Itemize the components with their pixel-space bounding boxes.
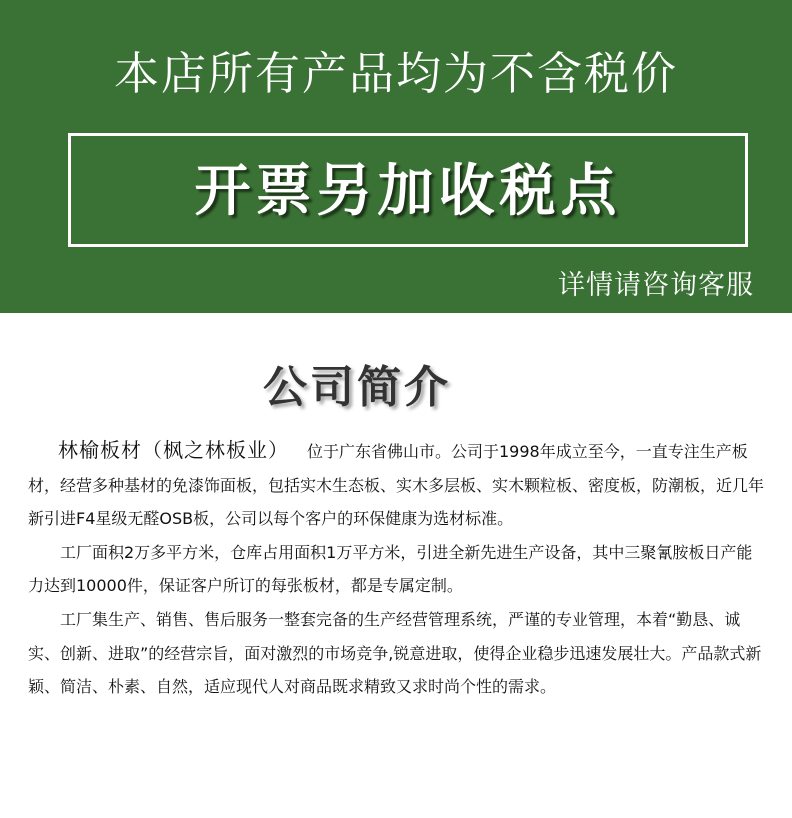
intro-paragraph-3: 工厂集生产、销售、售后服务一整套完备的生产经营管理系统，严谨的专业管理，本着“勤恳、诚实、创新、进取”的经营宗旨，面对激烈的市场竞争,锐意进取，使得企业稳步迅速发展壮大。产品款式新颖、简洁、朴素、自然，适应现代人对商品既求精致又求时尚个性的需求。	[28, 609, 762, 697]
invoice-notice: 开票另加收税点	[194, 159, 622, 224]
company-name: 林榆板材（枫之林板业）	[58, 438, 289, 462]
pricing-banner	[0, 0, 792, 313]
intro-paragraph-1-text: 位于广东省佛山市。公司于1998年成立至今，一直专注生产板材，经营多种基材的免漆饰面板，包括实木生态板、实木多层板、实木颗粒板、密度板，防潮板，近几年新引进F4星级无醛OSB板，公司以每个客户的环保健康为选材标准。	[28, 442, 765, 529]
tax-notice: 本店所有产品均为不含税价	[113, 47, 678, 100]
contact-notice: 详情请咨询客服	[558, 270, 754, 301]
company-intro-title: 公司简介	[263, 362, 451, 413]
invoice-notice-box	[68, 133, 748, 247]
intro-paragraph-1	[28, 434, 764, 536]
intro-paragraph-2: 工厂面积2万多平方米，仓库占用面积1万平方米，引进全新先进生产设备，其中三聚氰胺板日产能力达到10000件，保证客户所订的每张板材，都是专属定制。	[28, 542, 753, 596]
company-intro-body	[28, 434, 764, 704]
